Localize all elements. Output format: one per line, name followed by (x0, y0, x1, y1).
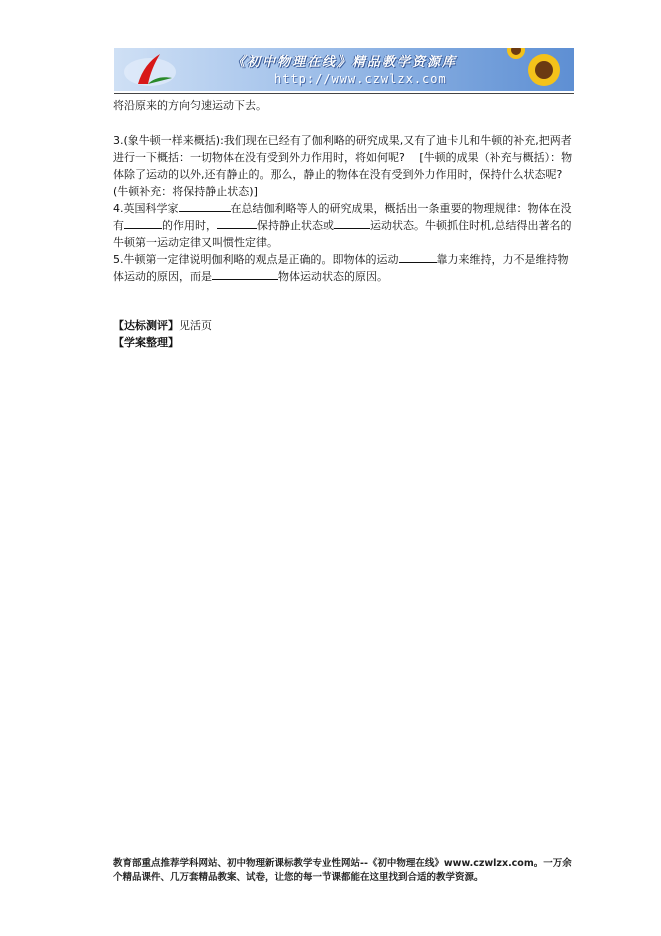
page-footer: 教育部重点推荐学科网站、初中物理新课标教学专业性网站--《初中物理在线》www.czwlzx.com。一万余个精品课件、几万套精品教案、试卷，让您的每一节课都能在这里找到合适的教学资源。 (113, 858, 572, 883)
paragraph-continuation: 将沿原来的方向匀速运动下去。 (113, 99, 267, 112)
header-banner (114, 48, 574, 91)
fill-blank (124, 217, 162, 229)
sunflower-icon (502, 48, 572, 91)
banner-url: http://www.czwlzx.com (274, 72, 447, 86)
fill-blank (212, 268, 278, 280)
section-summary: 【学案整理】 (113, 336, 179, 349)
paragraph-3: 3.(象牛顿一样来概括):我们现在已经有了伽利略的研究成果,又有了迪卡儿和牛顿的补充,把两者进行一下概括：一切物体在没有受到外力作用时，将如何呢? [牛顿的成果（补充与概括）：物体除了运动的以外,还有静止的。那么，静止的物体在没有受到外力作用时，保持什么状态呢?(牛顿补充：将保持静止状态)] (113, 134, 573, 198)
section-assessment: 【达标测评】见活页 (113, 319, 212, 332)
paragraph-4: 4.英国科学家 在总结伽利略等人的研究成果，概括出一条重要的物理规律：物体在没有 的作用时， 保持静止状态或 运动状态。牛顿抓住时机,总结得出著名的牛顿第一运动定律又叫惯性定律。 (113, 202, 572, 249)
banner-title: 《初中物理在线》精品教学资源库 (232, 55, 458, 70)
fill-blank (179, 200, 231, 212)
document-body (113, 97, 575, 351)
logo-icon (120, 50, 180, 90)
fill-blank (217, 217, 257, 229)
fill-blank (399, 251, 437, 263)
paragraph-5: 5.牛顿第一定律说明伽利略的观点是正确的。即物体的运动 靠力来维持，力不是维持物体运动的原因，而是 物体运动状态的原因。 (113, 253, 569, 283)
fill-blank (334, 217, 370, 229)
header-divider (114, 93, 574, 94)
